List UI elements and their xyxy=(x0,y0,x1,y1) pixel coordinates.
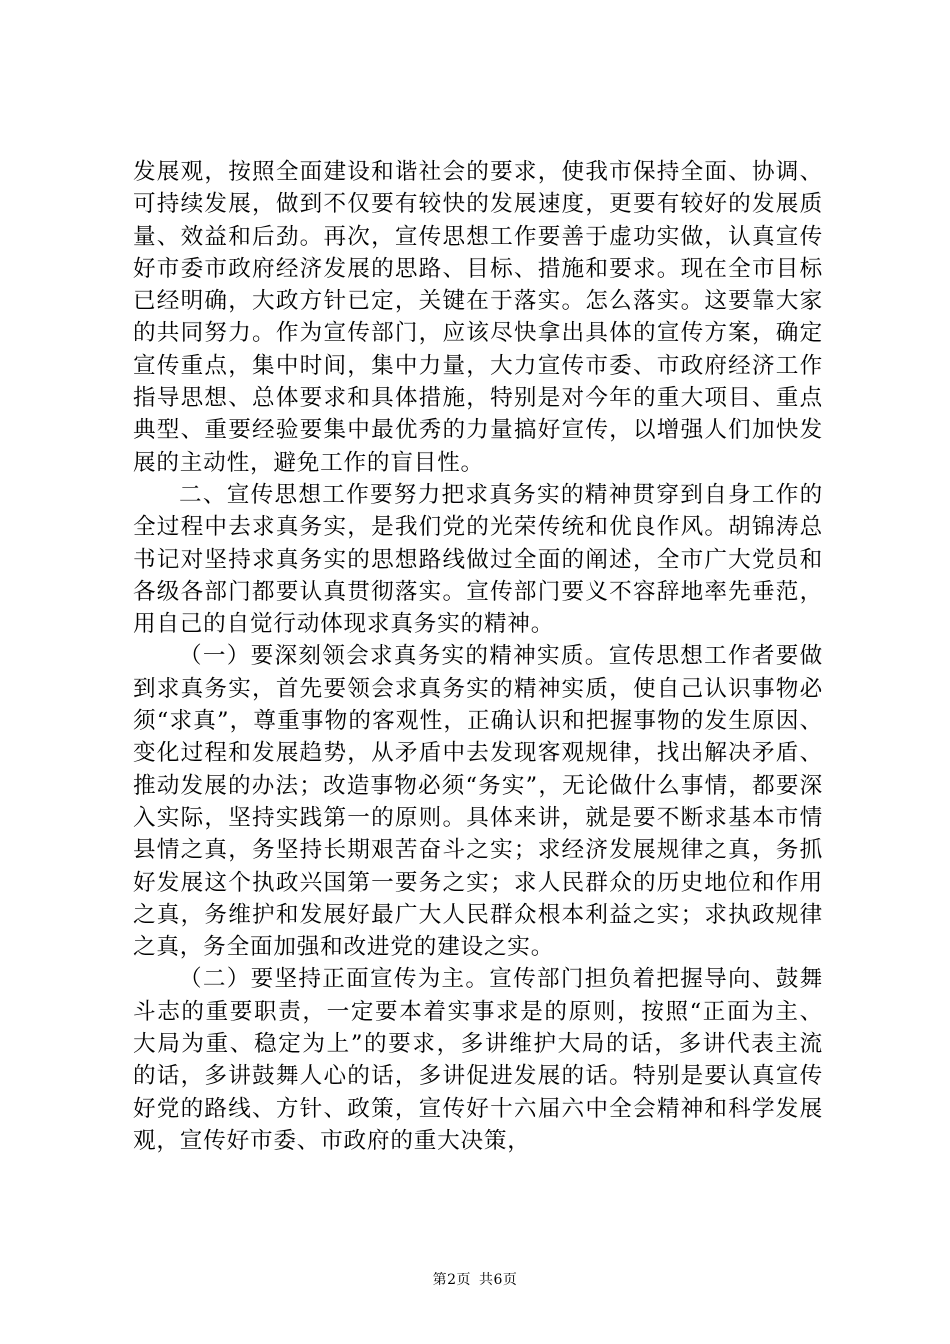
paragraph-4: （二）要坚持正面宣传为主。宣传部门担负着把握导向、鼓舞斗志的重要职责，一定要本着实事求是的原则，按照“正面为主、大局为重、稳定为上”的要求，多讲维护大局的话，多讲代表主流的话，多讲鼓舞人心的话，多讲促进发展的话。特别是要认真宣传好党的路线、方针、政策，宣传好十六届六中全会精神和科学发展观，宣传好市委、市政府的重大决策， xyxy=(133,966,823,1154)
page-total: 共6页 xyxy=(479,1272,518,1288)
document-body xyxy=(133,156,823,1157)
paragraph-1: 发展观，按照全面建设和谐社会的要求，使我市保持全面、协调、可持续发展，做到不仅要有较快的发展速度，更要有较好的发展质量、效益和后劲。再次，宣传思想工作要善于虚功实做，认真宣传好市委市政府经济发展的思路、目标、措施和要求。现在全市目标已经明确，大政方针已定，关键在于落实。怎么落实。这要靠大家的共同努力。作为宣传部门，应该尽快拿出具体的宣传方案，确定宣传重点，集中时间，集中力量，大力宣传市委、市政府经济工作指导思想、总体要求和具体措施，特别是对今年的重大项目、重点典型、重要经验要集中最优秀的力量搞好宣传，以增强人们加快发展的主动性，避免工作的盲目性。 xyxy=(133,159,823,476)
paragraph-2: 二、宣传思想工作要努力把求真务实的精神贯穿到自身工作的全过程中去求真务实，是我们党的光荣传统和优良作风。胡锦涛总书记对坚持求真务实的思想路线做过全面的阐述，全市广大党员和各级各部门都要认真贯彻落实。宣传部门要义不容辞地率先垂范，用自己的自觉行动体现求真务实的精神。 xyxy=(133,481,823,638)
page-footer xyxy=(0,1270,950,1290)
paragraph-3: （一）要深刻领会求真务实的精神实质。宣传思想工作者要做到求真务实，首先要领会求真务实的精神实质，使自己认识事物必须“求真”，尊重事物的客观性，正确认识和把握事物的发生原因、变化过程和发展趋势，从矛盾中去发现客观规律，找出解决矛盾、推动发展的办法；改造事物必须“务实”，无论做什么事情，都要深入实际，坚持实践第一的原则。具体来讲，就是要不断求基本市情县情之真，务坚持长期艰苦奋斗之实；求经济发展规律之真，务抓好发展这个执政兴国第一要务之实；求人民群众的历史地位和作用之真，务维护和发展好最广大人民群众根本利益之实；求执政规律之真，务全面加强和改进党的建设之实。 xyxy=(133,643,823,961)
page-number: 第2页 xyxy=(432,1272,471,1288)
